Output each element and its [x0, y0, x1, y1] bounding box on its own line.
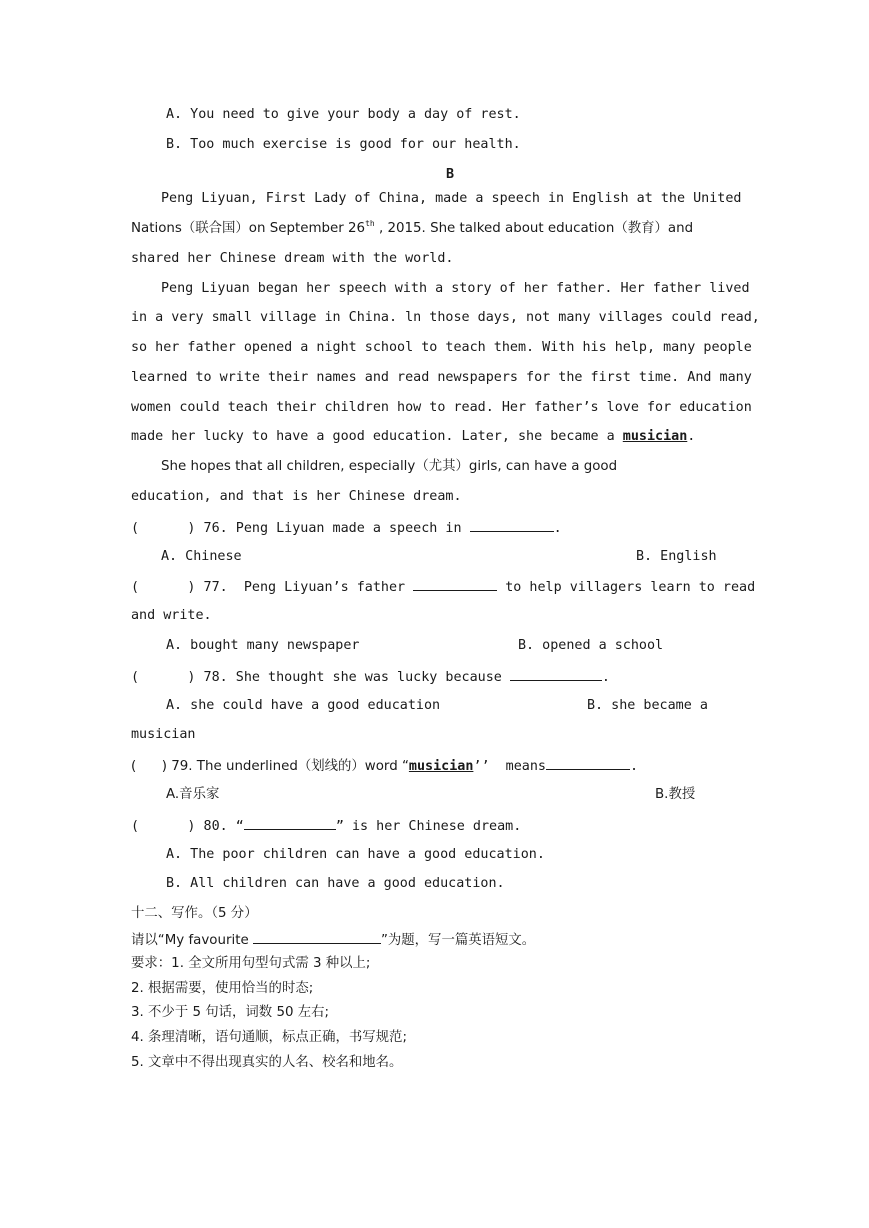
- option-80-a: A. The poor children can have a good education.: [166, 847, 545, 862]
- question-stem: ( ) 79. The underlined（划线的）word “: [131, 759, 409, 774]
- question-76: [131, 518, 562, 538]
- option-79-a: A.音乐家: [166, 787, 220, 802]
- question-80: [131, 816, 521, 836]
- requirement-3: 3. 不少于 5 句话，词数 50 左右;: [131, 1005, 330, 1020]
- passage-line: [131, 428, 695, 446]
- passage-line: education, and that is her Chinese dream.: [131, 489, 462, 504]
- question-stem: ( ) 76. Peng Liyuan made a speech in: [131, 521, 470, 536]
- passage-line: She hopes that all children, especially（尤其）girls, can have a good: [161, 459, 618, 474]
- question-stem: ( ) 80. “: [131, 819, 244, 834]
- option-78-a: A. she could have a good education: [166, 698, 441, 713]
- option-80-b: B. All children can have a good education.: [166, 876, 505, 891]
- question-77-continued: and write.: [131, 608, 212, 623]
- passage-line: learned to write their names and read newspapers for the first time. And many: [131, 370, 752, 385]
- question-end: .: [601, 670, 610, 685]
- question-77: [131, 577, 755, 597]
- option-78-b: B. she became a: [587, 698, 708, 713]
- superscript: th: [365, 219, 375, 228]
- underlined-word: musician: [408, 759, 474, 774]
- question-78: [131, 667, 610, 687]
- passage-line: women could teach their children how to read. Her father’s love for education: [131, 400, 752, 415]
- answer-blank[interactable]: [546, 756, 630, 770]
- section-title: B: [446, 167, 455, 182]
- writing-prompt: [131, 930, 535, 950]
- question-end: ” is her Chinese dream.: [335, 819, 522, 834]
- prompt-text: ”为题，写一篇英语短文。: [380, 933, 536, 948]
- prompt-text: 请以“My favourite: [131, 933, 253, 948]
- option-78-b-continued: musician: [131, 727, 196, 742]
- title-blank[interactable]: [253, 930, 381, 944]
- option-76-b: B. English: [636, 549, 717, 564]
- passage-line: so her father opened a night school to teach them. With his help, many people: [131, 340, 752, 355]
- question-end: to help villagers learn to read: [497, 580, 756, 595]
- passage-line: Peng Liyuan, First Lady of China, made a speech in English at the United: [161, 191, 742, 206]
- answer-blank[interactable]: [470, 518, 554, 532]
- passage-text: Nations（联合国）on September 26: [131, 221, 366, 236]
- question-stem: ( ) 78. She thought she was lucky because: [131, 670, 510, 685]
- writing-heading: 十二、写作。（5 分）: [131, 906, 258, 921]
- requirement-1: 要求：1. 全文所用句型句式需 3 种以上;: [131, 956, 371, 971]
- question-end: .: [629, 759, 639, 774]
- option-77-a: A. bought many newspaper: [166, 638, 360, 653]
- passage-text: made her lucky to have a good education. Later, she became a: [131, 429, 623, 444]
- passage-line: shared her Chinese dream with the world.: [131, 251, 454, 266]
- prev-option-b: B. Too much exercise is good for our health.: [166, 137, 521, 152]
- passage-line: Peng Liyuan began her speech with a story of her father. Her father lived: [161, 281, 750, 296]
- answer-blank[interactable]: [510, 667, 602, 681]
- requirement-5: 5. 文章中不得出现真实的人名、校名和地名。: [131, 1055, 403, 1070]
- question-stem: ( ) 77. Peng Liyuan’s father: [131, 580, 414, 595]
- passage-line: in a very small village in China. ln those days, not many villages could read,: [131, 310, 760, 325]
- requirement-2: 2. 根据需要，使用恰当的时态;: [131, 981, 314, 996]
- passage-line: [131, 220, 693, 239]
- answer-blank[interactable]: [244, 816, 336, 830]
- option-76-a: A. Chinese: [161, 549, 242, 564]
- requirement-4: 4. 条理清晰，语句通顺，标点正确，书写规范;: [131, 1030, 407, 1045]
- question-end: .: [553, 521, 562, 536]
- prev-option-a: A. You need to give your body a day of rest.: [166, 107, 521, 122]
- passage-text: .: [687, 429, 696, 444]
- question-mid: ’’ means: [473, 759, 546, 774]
- underlined-word: musician: [622, 429, 688, 444]
- passage-text: , 2015. She talked about education（教育）and: [374, 221, 694, 236]
- question-79: [131, 756, 638, 776]
- option-77-b: B. opened a school: [518, 638, 664, 653]
- option-79-b: B.教授: [655, 787, 696, 802]
- answer-blank[interactable]: [413, 577, 497, 591]
